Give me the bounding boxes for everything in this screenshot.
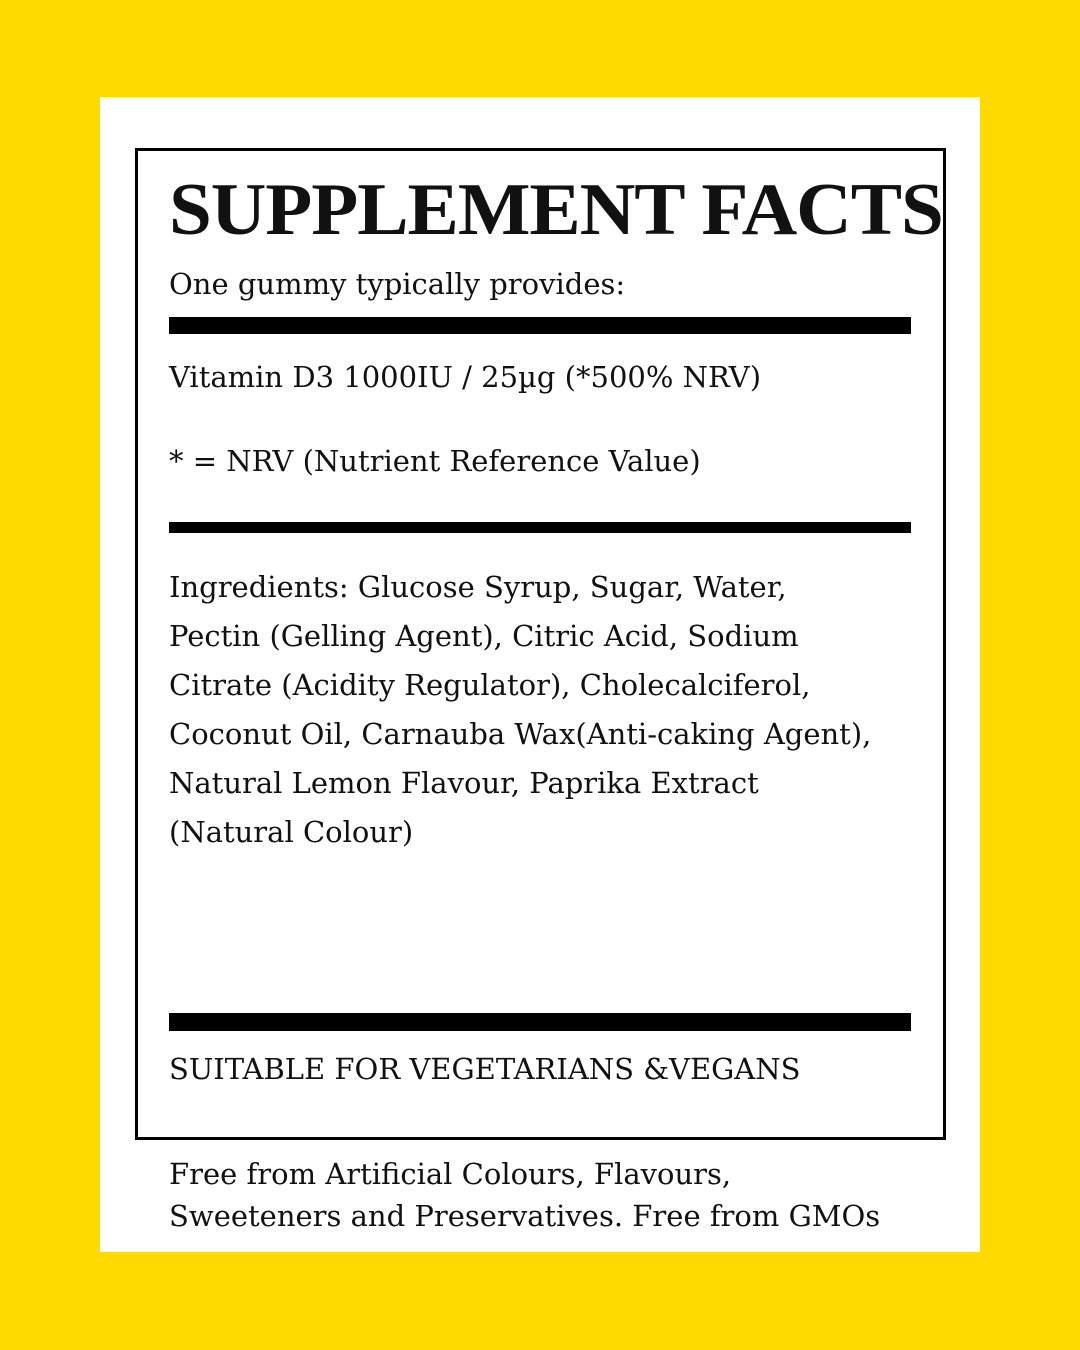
ingredients-line: Natural Lemon Flavour, Paprika Extract — [169, 766, 759, 800]
divider — [169, 1013, 911, 1031]
ingredients-line: (Natural Colour) — [169, 815, 414, 849]
vitamin-line: Vitamin D3 1000IU / 25µg (*500% NRV) — [169, 360, 762, 394]
ingredients-line: Pectin (Gelling Agent), Citric Acid, Sodium — [169, 619, 799, 653]
nrv-note: * = NRV (Nutrient Reference Value) — [169, 444, 701, 478]
footer-line: Sweeteners and Preservatives. Free from GMOs — [169, 1199, 881, 1233]
ingredients-list — [169, 563, 929, 857]
ingredients-line: Citrate (Acidity Regulator), Cholecalciferol, — [169, 668, 811, 702]
footer-line: Free from Artificial Colours, Flavours, — [169, 1157, 732, 1191]
ingredients-line: Ingredients: Glucose Syrup, Sugar, Water, — [169, 570, 787, 604]
footer-text — [169, 1153, 880, 1237]
ingredients-line: Coconut Oil, Carnauba Wax(Anti-caking Agent), — [169, 717, 872, 751]
serving-text: One gummy typically provides: — [169, 267, 626, 301]
divider — [169, 522, 911, 533]
page-title: SUPPLEMENT FACTS — [169, 169, 943, 251]
divider — [169, 317, 911, 334]
suitability-text: SUITABLE FOR VEGETARIANS &VEGANS — [169, 1052, 801, 1086]
